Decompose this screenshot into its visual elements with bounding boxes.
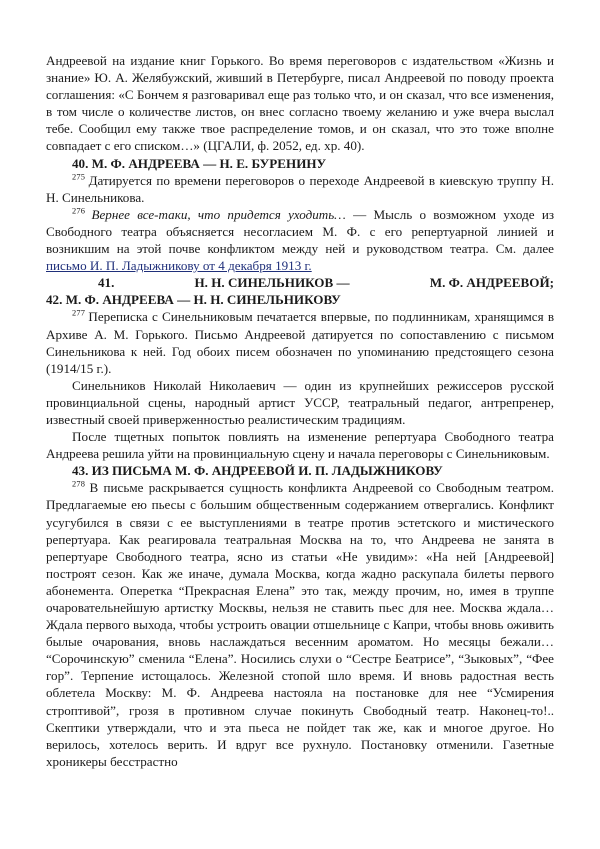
footnote-275 <box>46 172 554 206</box>
section-heading-41-number: 41. <box>98 275 115 291</box>
footnote-marker-275: 275 <box>72 172 86 182</box>
section-heading-42: 42. М. Ф. АНДРЕЕВА — Н. Н. СИНЕЛЬНИКОВУ <box>46 292 341 308</box>
cross-reference-link[interactable]: письмо И. П. Ладыжникову от 4 декабря 1913 г. <box>46 258 312 274</box>
paragraph-sinelnikov-bio: Синельников Николай Николаевич — один из крупнейших режиссеров русской провинциальной сцены, народный артист УССР, театральный педагог, антрепренер, известный своей приверженностью реалистическим традициям. <box>46 377 554 427</box>
footnote-marker-278: 278 <box>72 479 86 489</box>
footnote-277 <box>46 308 554 376</box>
footnote-276-quote: Вернее все-таки, что придется уходить… <box>91 206 346 222</box>
section-heading-40: 40. М. Ф. АНДРЕЕВА — Н. Е. БУРЕНИНУ <box>72 155 327 171</box>
paragraph-andreeva-decision: После тщетных попыток повлиять на изменение репертуара Свободного театра Андреева решила уйти на провинциальную сцену и начала переговоры с Синельниковым. <box>46 429 554 462</box>
footnote-276 <box>46 206 554 274</box>
section-heading-41-sender: Н. Н. СИНЕЛЬНИКОВ — <box>194 275 350 291</box>
section-heading-43: 43. ИЗ ПИСЬМА М. Ф. АНДРЕЕВОЙ И. П. ЛАДЫЖНИКОВУ <box>72 463 443 479</box>
footnote-278 <box>46 479 554 770</box>
footnote-277-text: Переписка с Синельниковым печатается впервые, по подлинникам, хранящимся в Архиве А. М. Горького. Письмо Андреевой датируется по сопоставлению с письмом Синельникова к ней. Год обоих писем обозначен по упоминанию предстоящего сезона (1914/15 г.). <box>46 309 554 376</box>
section-heading-41 <box>46 274 554 291</box>
footnote-276-text: — Мысль о возможном уходе из Свободного театра объясняется несогласием М. Ф. с его репертуарной линией и возникшим на этой почве конфликтом между ней и руководством театра. См. далее <box>46 206 554 257</box>
footnote-278-text: В письме раскрывается сущность конфликта Андреевой со Свободным театром. Предлагаемые ею пьесы с большим общественным содержанием отвергались. Конфликт усугубился в связи с ее выступлениями в театре против эстетского и мистического репертуара. Как реагировала театральная Москва на то, что Андреева не занята в репертуаре Свободного театра, ясно из статьи «Не увидим»: «На ней [Андреевой] построят сезон. Как же иначе, думала Москва, когда жадно раскупала билеты первого абонемента. Оперетка “Прекрасная Елена” это так, между прочим, но, имея в труппе очаровательнейшую артистку Москвы, нельзя не ставить пьес для нее. Москва ждала… Ждала первого выхода, чтобы устроить овации отшельнице с Капри, чтобы вновь оживить былые очарования, вновь наслаждаться весенним ароматом. Но месяцы бежали… “Сорочинскую” сменила “Елена”. Носились слухи о “Сестре Беатрисе”, “Зыковых”, “Фее гор”. Терпение истощалось. Железной стопой шло время. И вновь радостная весть облетела Москву: М. Ф. Андреева настояла на постановке для нее “Усмирения строптивой”, грозя в противном случае покинуть Свободный театр. Наконец-то!.. Скептики утверждали, что и эта пьеса не пойдет так же, как и многое другое. Но верилось, хотелось верить. И вдруг все рухнуло. Постановку отменили. Газетные хроникеры бесстрастно <box>46 480 554 769</box>
paragraph-continuation: Андреевой на издание книг Горького. Во время переговоров с издательством «Жизнь и знание» Ю. А. Желябужский, живший в Петербурге, писал Андреевой по поводу проекта соглашения: «С Бончем я разговаривал еще раз только что, и он сказал, что все изменения, в том числе о количестве листов, он внес согласно твоему желанию и уже вчера выслал тебе. Сообщил ему также твое распределение томов, и он сказал, что это тоже вполне совпадает с его списком…» (ЦГАЛИ, ф. 2052, ед. хр. 40). <box>46 53 554 154</box>
footnote-marker-277: 277 <box>72 309 86 319</box>
footnote-marker-276: 276 <box>72 206 86 216</box>
footnote-275-text: Датируется по времени переговоров о переходе Андреевой в киевскую труппу Н. Н. Синельникова. <box>46 172 555 205</box>
section-heading-41-recipient: М. Ф. АНДРЕЕВОЙ; <box>429 275 554 291</box>
